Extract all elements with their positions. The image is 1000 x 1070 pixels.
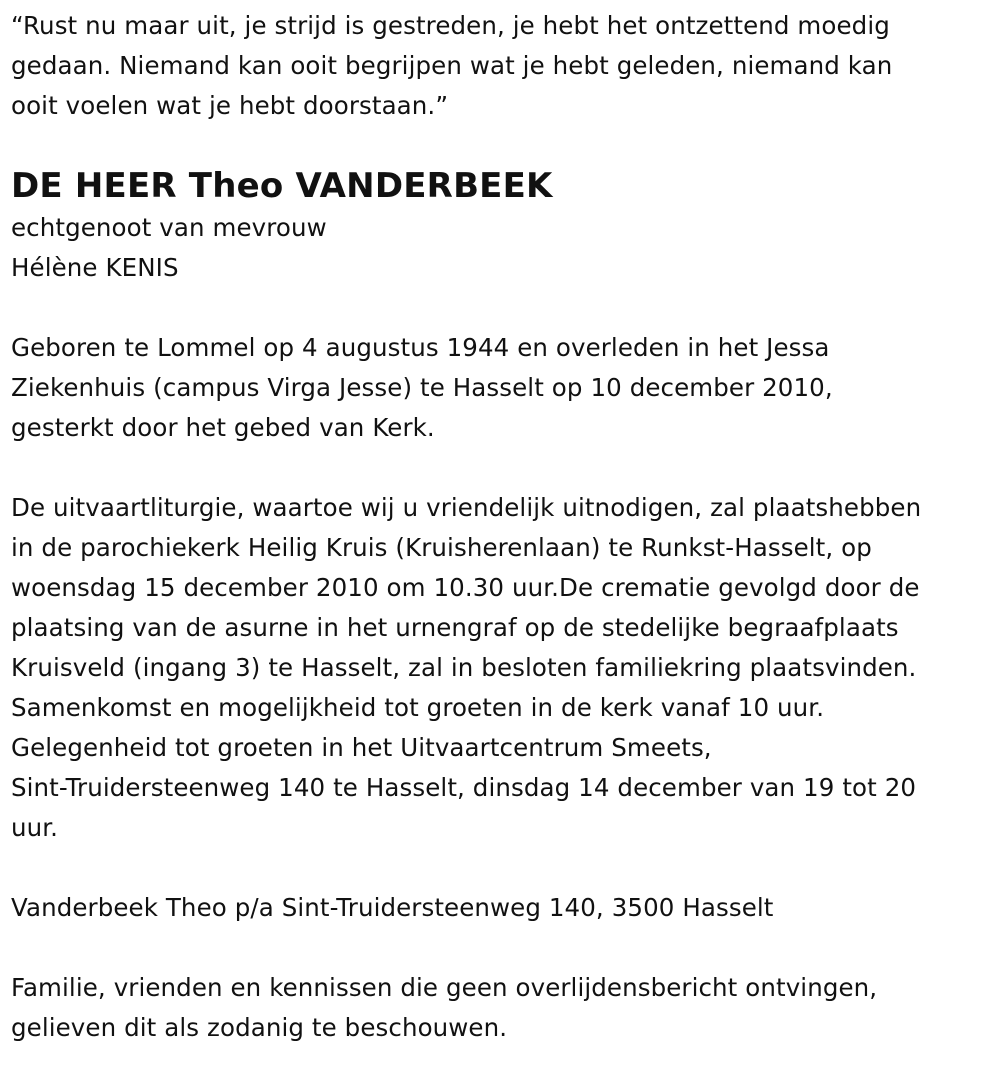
funeral-details-paragraph: De uitvaartliturgie, waartoe wij u vriendelijk uitnodigen, zal plaatshebben in de parochiekerk Heilig Kruis (Kruisherenlaan) te Runkst-Hasselt, op woensdag 15 december 2010 om 10.30 uur.De crematie gevolgd door de plaatsing van de asurne in het urnengraf op de stedelijke begraafplaats Kruisveld (ingang 3) te Hasselt, zal in besloten familiekring plaatsvinden. Samenkomst en mogelijkheid tot groeten in de kerk vanaf 10 uur. Gelegenheid tot groeten in het Uitvaartcentrum Smeets, Sint-Truidersteenweg 140 te Hasselt, dinsdag 14 december van 19 tot 20 uur. [11,493,922,842]
closing-notice: Familie, vrienden en kennissen die geen overlijdensbericht ontvingen, gelieven dit als zodanig te beschouwen. [11,973,878,1042]
spouse-relation: echtgenoot van mevrouw Hélène KENIS [11,213,327,282]
birth-death-paragraph: Geboren te Lommel op 4 augustus 1944 en overleden in het Jessa Ziekenhuis (campus Virga Jesse) te Hasselt op 10 december 2010, gesterkt door het gebed van Kerk. [11,333,833,442]
correspondence-address: Vanderbeek Theo p/a Sint-Truidersteenweg 140, 3500 Hasselt [11,893,774,922]
memorial-quote: “Rust nu maar uit, je strijd is gestreden, je hebt het ontzettend moedig gedaan. Niemand kan ooit begrijpen wat je hebt geleden, niemand kan ooit voelen wat je hebt doorstaan.” [11,11,893,120]
deceased-name: DE HEER Theo VANDERBEEK [11,166,553,206]
